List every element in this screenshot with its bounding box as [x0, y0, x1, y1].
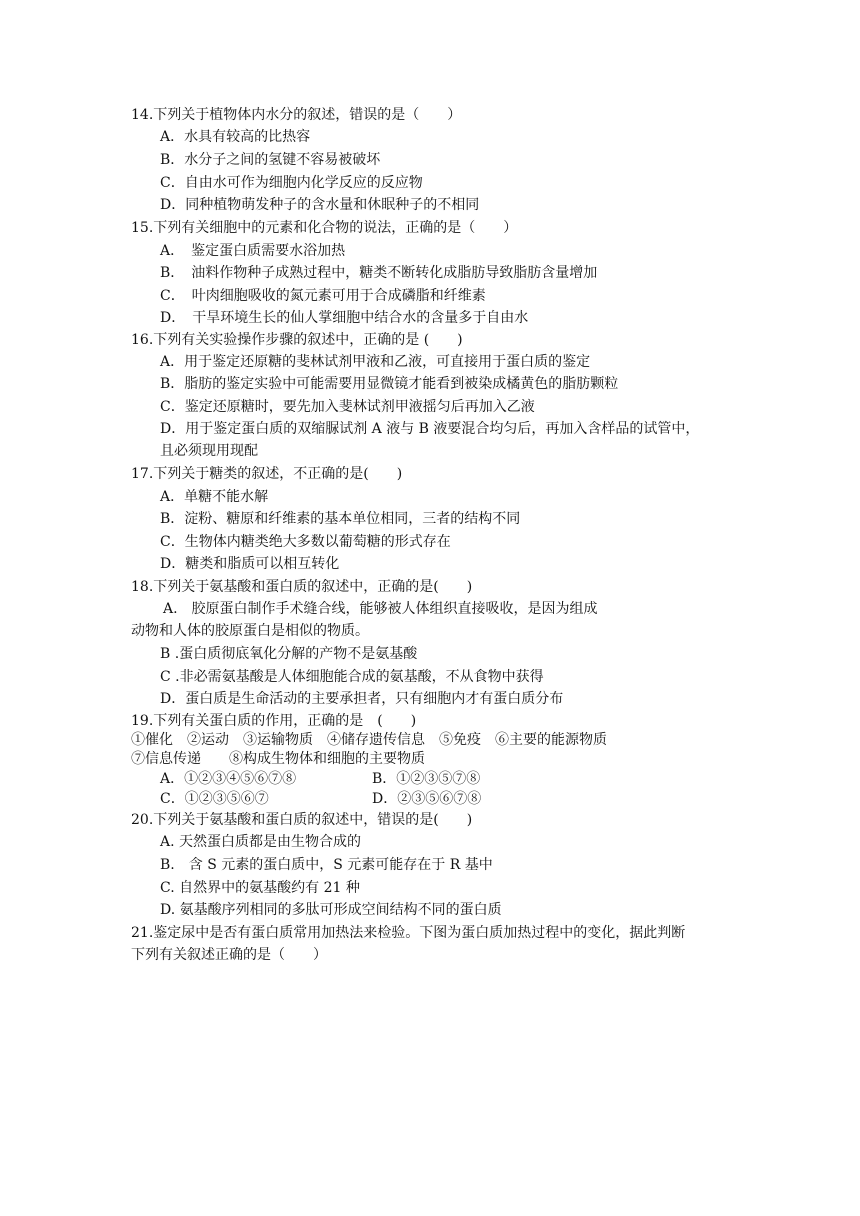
question-15-option-b: B． 油料作物种子成熟过程中，糖类不断转化成脂肪导致脂肪含量增加: [160, 265, 598, 281]
question-16-option-a: A．用于鉴定还原糖的斐林试剂甲液和乙液，可直接用于蛋白质的鉴定: [160, 354, 591, 370]
question-18-stem: 18.下列关于氨基酸和蛋白质的叙述中，正确的是( ): [131, 579, 473, 595]
question-14-option-a: A．水具有较高的比热容: [160, 129, 311, 145]
question-14-option-c: C．自由水可作为细胞内化学反应的反应物: [160, 175, 423, 191]
question-19-option-d: D．②③⑤⑥⑦⑧: [372, 791, 482, 807]
question-17-option-a: A．单糖不能水解: [160, 489, 269, 505]
question-20-option-c: C. 自然界中的氨基酸约有 21 种: [160, 880, 360, 896]
question-18-option-a: A. 胶原蛋白制作手术缝合线，能够被人体组织直接吸收，是因为组成: [163, 601, 598, 617]
question-18-option-d: D．蛋白质是生命活动的主要承担者，只有细胞内才有蛋白质分布: [160, 691, 564, 707]
question-20-option-d: D. 氨基酸序列相同的多肽可形成空间结构不同的蛋白质: [160, 902, 502, 918]
question-17-option-c: C．生物体内糖类绝大多数以葡萄糖的形式存在: [160, 534, 451, 550]
question-16-stem: 16.下列有关实验操作步骤的叙述中，正确的是 ( ): [131, 332, 463, 348]
question-18-option-c: C .非必需氨基酸是人体细胞能合成的氨基酸，不从食物中获得: [160, 669, 544, 685]
question-19-option-b: B．①②③⑤⑦⑧: [372, 771, 481, 787]
question-16-option-c: C．鉴定还原糖时，要先加入斐林试剂甲液摇匀后再加入乙液: [160, 399, 535, 415]
question-19-option-c: C．①②③⑤⑥⑦: [160, 791, 269, 807]
question-20-stem: 20.下列关于氨基酸和蛋白质的叙述中，错误的是( ): [131, 812, 473, 828]
question-16-option-d: D．用于鉴定蛋白质的双缩脲试剂 A 液与 B 液要混合均匀后，再加入含样品的试管中，: [160, 421, 700, 437]
question-15-option-d: D． 干旱环境生长的仙人掌细胞中结合水的含量多于自由水: [160, 310, 529, 326]
question-20-option-b: B. 含 S 元素的蛋白质中，S 元素可能存在于 R 基中: [160, 857, 493, 873]
question-15-option-c: C． 叶肉细胞吸收的氮元素可用于合成磷脂和纤维素: [160, 288, 486, 304]
question-17-option-d: D．糖类和脂质可以相互转化: [160, 556, 340, 572]
question-21-stem: 21.鉴定尿中是否有蛋白质常用加热法来检验。下图为蛋白质加热过程中的变化，据此判断: [131, 925, 686, 941]
question-15-option-a: A． 鉴定蛋白质需要水浴加热: [160, 243, 346, 259]
question-15-stem: 15.下列有关细胞中的元素和化合物的说法，正确的是（ ）: [131, 220, 518, 236]
question-21-stem-continued: 下列有关叙述正确的是（ ）: [131, 947, 327, 963]
question-19-option-a: A．①②③④⑤⑥⑦⑧: [160, 771, 297, 787]
question-16-option-b: B．脂肪的鉴定实验中可能需要用显微镜才能看到被染成橘黄色的脂肪颗粒: [160, 376, 619, 392]
question-18-option-a-continued: 动物和人体的胶原蛋白是相似的物质。: [131, 623, 369, 639]
question-19-stem: 19.下列有关蛋白质的作用，正确的是 ( ): [131, 713, 417, 729]
question-19-items-line-2: ⑦信息传递 ⑧构成生物体和细胞的主要物质: [131, 751, 425, 767]
question-16-option-d-continued: 且必须现用现配: [160, 443, 258, 459]
question-20-option-a: A. 天然蛋白质都是由生物合成的: [160, 834, 362, 850]
question-18-option-b: B .蛋白质彻底氧化分解的产物不是氨基酸: [160, 646, 418, 662]
question-17-option-b: B．淀粉、糖原和纤维素的基本单位相同，三者的结构不同: [160, 511, 521, 527]
question-14-option-d: D．同种植物萌发种子的含水量和休眠种子的不相同: [160, 197, 480, 213]
question-14-option-b: B．水分子之间的氢键不容易被破坏: [160, 152, 381, 168]
question-19-items-line-1: ①催化 ②运动 ③运输物质 ④储存遗传信息 ⑤免疫 ⑥主要的能源物质: [131, 732, 607, 748]
question-17-stem: 17.下列关于糖类的叙述，不正确的是( ): [131, 466, 403, 482]
question-14-stem: 14.下列关于植物体内水分的叙述，错误的是（ ）: [131, 107, 462, 123]
